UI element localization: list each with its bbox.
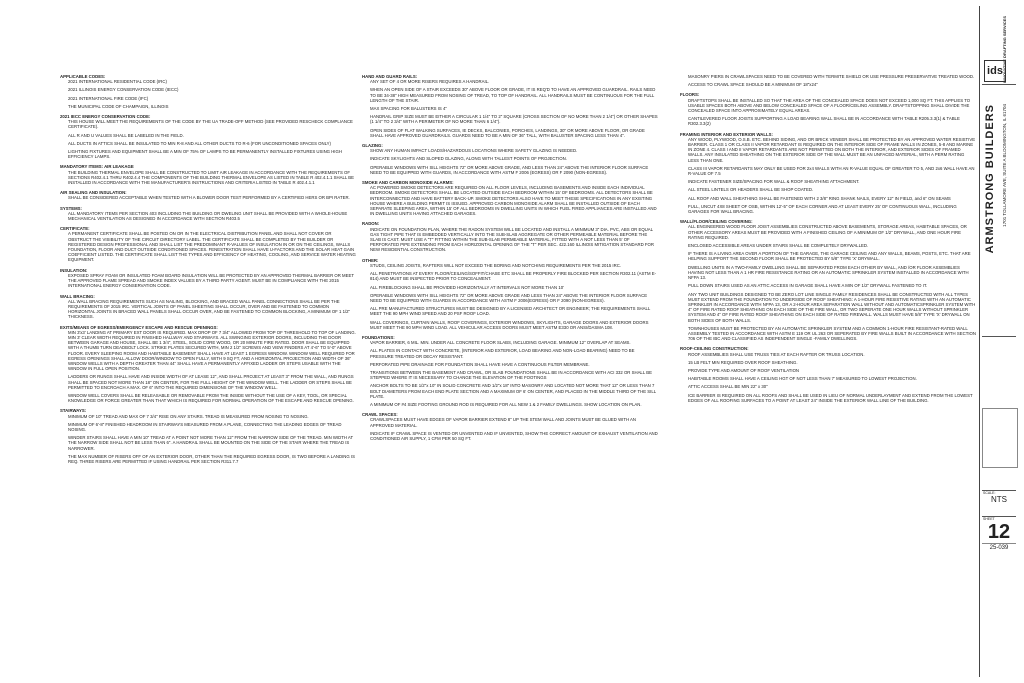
note-item: LADDERS OR RUNGS SHALL HAVE AND INSIDE WIDTH OF AT LEASE 12", AND SHALL PROJECT AT LEAST 3" FROM THE WALL, AND RUNGS SHALL BE SPACED NOT MORE THAN 18" ON CENTER, FOR THE FULL HEIGHT OF THE WINDOW WELL. THE LADDER OR STEPS SHALL BE PERMITTED TO ENCROACH A MAX. OF 6" INTO THE REQUIRED DIMENSIONS OF THE WINDOW WELL. xyxy=(68,374,354,390)
section-heading: AIR SEALING AND INSULATION: xyxy=(60,190,127,196)
note-item: HANDRAIL GRIP SIZE MUST BE EITHER A CIRCULAR 1 1/4" TO 2" SQUARE (CROSS SECTION OF NO MORE THAN 2 1/4") OR OTHER SHAPES (1 1/4" TO 2 3/4" WITH A PERIMETER OF NO MORE THAN 6 1/4"). xyxy=(370,114,658,125)
note-item: OPERABLE WINDOWS WITH SILL HEIGHTS 72" OR MORE ABOVE GRADE, AND LESS THAN 24" ABOVE THE INTERIOR FLOOR SURFACE NEED TO BE EQUIPPED WITH GUARDS, IN ACCORDANCE WITH ASTM F 2006 (EGRESS) OR F 2090 (NON-EGRESS). xyxy=(370,164,649,175)
note-item: THE MUNICIPAL CODE OF CHAMPAIGN, ILLINOIS xyxy=(68,103,169,109)
note-item: 2021 ILLINOIS ENERGY CONSERVATION CODE (IECC) xyxy=(68,87,179,93)
note-item: SHOW ANY HUMAN IMPACT LOADS/HAZARDOUS LOCATIONS WHERE SAFETY GLAZING IS NEEDED. xyxy=(370,148,578,154)
section-heading: SYSTEMS: xyxy=(60,205,82,211)
note-item: VAPOR BARRIER, 6 MIL. MIN. UNDER ALL CONCRETE FLOOR SLABS, INCLUDING GARAGE. MINIMUM 12" OVERLAP AT SEAMS. xyxy=(370,340,631,346)
notes-section xyxy=(680,346,976,403)
scale-box xyxy=(982,490,1016,504)
note-item: ALL MANDATORY ITEMS PER SECTION 403 INCLUDING THE BUILDING OR DWELING UNIT SHALL BE PROVIDED WITH A WHOLE-HOUSE MECHANICAL VENTILATION AS DESIGNED IN ACCORDANCE WITH SECTION R403.5 xyxy=(68,210,348,222)
note-item: 15 LB FELT MIN REQUIRED OVER ROOF SHEATHING. xyxy=(688,359,798,365)
section-heading: ROOF-CEILING CONSTRUCTION: xyxy=(680,346,749,352)
note-item: ALL PLATES IN CONTACT WITH CONCRETE, (INTERIOR AND EXTERIOR, LOAD BEARING AND NON-LOAD BEARING) NEED TO BE PRESSURE TREATED OR DECAY RESISTANT. xyxy=(370,348,635,359)
note-item: TOWNHOUSES MUST BE PROTECTED BY AN AUTOMATIC SPRINKLER SYSTEM AND A COMMON 1-HOUR FIRE RESISTANT-RATED WALL ASSEMBLY TESTED IN ACCORDANCE WITH ASTM E 119 OR UL 263 OR SEPERATED BY FIRE WALLS BUILT IN ACCORDANCE WITH SECTION 706 OF THE IBC AND CLASSIFIED AS INDEPENDENT SINGLE -FAMILY DWELLINGS. xyxy=(688,325,976,342)
section-heading: WALL BRACING: xyxy=(60,293,95,299)
note-item: FULL, UNCUT 4X8 SHEET OF OSB, WITHIN 12'-5" OF EACH CORNER AND AT LEAST EVERY 25' OF CONTINUOUS WALL, INCLUDING GARAGES FOR WALL BRACING. xyxy=(688,203,957,215)
note-item: STUDS, CEILING JOISTS, RAFTERS WILL NOT EXCEED THE BORING AND NOTCHING REQUIREMENTS PER THE 2015 IRC. xyxy=(370,262,622,268)
drawing-sheet xyxy=(40,6,1018,677)
note-item: A MINIMUM OF #4 SIZE FOOTING GROUND ROD IS REQUIRED FOR ALL NEW 1 & 2 FAMILY DWELLINGS. SHOW LOCATION ON PLAN. xyxy=(370,401,642,407)
notes-section xyxy=(362,74,658,138)
note-item: WHEN AN OPEN SIDE OF A STAIR EXCEEDS 30" ABOVE FLOOR OR GRADE, IT IS REQ'D TO HAVE AN APPROVED GUARDRAIL. RAILS NEED TO BE 34-38" HIGH MEASURED FROM NOSING OF TREAD, TO TOP OF HANDRAIL. ALL HANDRAILS MUST BE CONTINUOUS FOR THE FULL LENGTH OF THE STAIR. xyxy=(370,87,656,103)
notes-section xyxy=(680,74,976,87)
note-item: ALL ROOF AND WALL SHEATHING SHALL BE FASTENED WITH 2 3/8" RING SHANK NAILS, EVERY 12" IN FIELD, and 6" ON SEAMS xyxy=(688,195,951,201)
note-item: WINDER STAIRS SHALL HAVE A MIN 10" TREAD AT A POINT NOT MORE THAN 12" FROM THE NARROW SIDE OF THE TREAD. MIN WIDTH AT THE NARROW SIDE SHALL NOT BE LESS THAN 6". A HANDRAIL SHALL BE MOUNTED ON THE SIDE OF THE STAIR WHERE THE TREAD IS NARROWER. xyxy=(68,435,354,451)
section-heading: APPLICABLE CODES: xyxy=(60,74,106,79)
notes-section xyxy=(362,412,658,441)
note-item: ATTIC ACCESS SHALL BE MIN 22" x 30" xyxy=(688,384,768,390)
notes-section xyxy=(680,92,976,126)
note-item: AC POWERED SMOKE DETECTORS ARE REQUIRED ON ALL FLOOR LEVELS, INCLUDING BASEMENTS AND INSIDE EACH INDIVIDUAL BEDROOM. SMOKE DETECTORS SHALL BE LOCATED OUTSIDE EACH BEDROOM WITHIN 15' OF BEDROOMS. ALL DETECTORS SHALL BE INTERCONNECTED AND HAVE BATTERY BACK-UP. SMOKE DETECTORS ALSO HAVE TO MEET THESE SPECIFICATIONS IN ANY EXISTING HOUSE WHERE A BUILDING PERMIT IS ISSUED. APPROVED CARBON MONOXIDE ALARM SHALL BE INSTALLED OUTSIDE OF EACH SEPARATE SLEEPING AREA, WITHIN 15' OF ALL BEDROOMS IN DWELLING UNITS IN WHICH FUEL FIRED APPLIANCES ARE INSTALLED AND IN DWELLING UNITS HAVING ATTACHED GARAGES. xyxy=(370,185,657,217)
section-heading: RADON: xyxy=(362,221,380,227)
note-item: THE MAX NUMBER OF RISERS OFF OF AN EXTERIOR DOOR, OTHER THAN THE REQUIRED EGRESS DOOR, IS TWO BEFORE A LANDING IS REQ. THREE RISERS ARE PERMITTED IF USING HANDRAIL PER SECTION R311.7.7 xyxy=(68,453,355,464)
notes-section xyxy=(362,143,658,175)
note-item: ALL PENETRATIONS AT EVERY FLOOR/CEILING/SOFFIT/CHASE ETC SHALL BE PROPERLY FIRE BLOCKED PER SECTION R302.11 (ASTM E-814) AND MUST BE INSPECTED PRIOR TO CONCEALMENT. xyxy=(370,271,657,282)
note-item: CLASS III VAPOR RETARDANTS MAY ONLY BE USED FOR 2x4 WALLS WITH AN R-VALUE EQUAL OF GREATER TO 5, AND 2x6 WALL HAVE AN R-VALUE OF 7.5 xyxy=(688,165,975,177)
section-heading: SMOKE AND CARBON MONOXIDE ALARMS: xyxy=(362,180,454,186)
section-heading: CRAWL SPACES: xyxy=(362,412,398,418)
note-item: ALL R AND U VALUES SHALL BE LABELED IN THE FIELD. xyxy=(68,132,184,138)
note-item: ALL DUCTS IN ATTICS SHALL BE INSULATED TO MIN R-8 AND ALL OTHER DUCTS TO R-6 (FOR UNCONDITIONED SPACES ONLY) xyxy=(68,140,331,146)
scale-label: SCALE: xyxy=(983,491,996,495)
notes-column-2 xyxy=(362,74,658,446)
notes-section xyxy=(60,408,356,464)
title-block xyxy=(979,6,1018,677)
note-item: HABITABLE ROOMS SHALL HAVE A CEILING HGT OF NOT LESS THAN 7' MEASURED TO LOWEST PROJECTION. xyxy=(688,376,917,382)
note-item: ALL PRE MANUFACTURED STRUCTURES MUST BE DESIGNED BY A LICENSED ARCHITECT OR ENGINEER; THE REQUIREMENTS SHALL MEET THE 90 MPH WIND SPEED AND 20 PSF ROOF LOAD. xyxy=(370,306,651,317)
sheet-number: 12 xyxy=(987,521,1011,543)
note-item: DRAFTSTOPS SHALL BE INSTALLED SO THAT THE AREA OF THE CONCEALED SPACE DOES NOT EXCEED 1,000 SQ FT. THIS APPLIES TO USABLE SPACES BOTH ABOVE AND BELOW CONCEALED SPACE OF A FLOOR/CEILING ASSEMBLY. DRAFTSTOPPING SHALL DIVIDE THE CONCEALED SPACE INTO APPROXIMATELY EQUAL AREAS. xyxy=(688,97,971,114)
note-item: SHALL BE CONSIDERED ACCEPTABLE WHEN TESTED WITH A BLOWER DOOR TEST PERFORMED BY A CERTIFIED HERS OR BPI RATER. xyxy=(68,195,350,201)
section-heading: GLAZING: xyxy=(362,143,383,149)
notes-section xyxy=(60,226,356,262)
firm-address: 1701 TOLLAMORE AVE, SUITE A BLOOMINGTON, IL 61704 xyxy=(1002,104,1007,227)
note-item: ALL WALL BRACING REQUIREMENTS SUCH AS NAILING, BLOCKING, AND BRACED WALL PANEL CONNECTIONS SHALL BE PER THE REQUIREMENTS OF 2015 IRC. VERTICAL JOINTS OF PANEL SHEETING SHALL OCCUR, OVER AND BE FASTENED TO COMMON HORIZONTAL JOINTS IN BRACED WALL PANELS SHALL OCCUR OVER, AND BE FASTENED TO COMMON BLOCKING, A MINIMUM OF 1 1/2" THICKNESS. xyxy=(68,298,351,320)
logo-mark: ids xyxy=(984,60,1006,82)
company-logo xyxy=(982,12,1016,85)
note-item: OPERABLE WINDOWS WITH SILL HEIGHTS 72" OR MORE ABOVE GRADE AND LESS THAN 24" ABOVE THE INTERIOR FLOOR SURFACE NEED TO BE EQUIPPED WITH GUARDS IN ACCORDANCE WITH ASTM F 2006(EGRESS) OR F 2090 (NON-EGRESS). xyxy=(370,292,648,303)
notes-section xyxy=(60,114,356,159)
note-item: THIS HOUSE WILL MEET THE REQUIREMENTS OF THE CODE BY THE UA TRADE-OFF METHOD (SEE PROVIDED RESCHECK COMPLIANCE CERTIFICATE). xyxy=(68,119,353,130)
note-item: ANY TWO UNIT BUILDINGS DESIGNED TO BE ZERO LOT LINE SINGLE FAMILY RESIDENCES SHALL BE CONSTRUCTED WITH ALL TYPES MUST EXTEND FROM THE FOUNDATION TO UNDERSIDE OF ROOF SHEATHING: A 1-HOUR FIRE RESISTIVE RATING WITH AN AUTOMATIC SPRINKLER IN ACCORDANCE WITH NFPA 13, OR A 2-HOUR AREA SEPARATION WALL WITHOUT AND AUTOMATICSPRINKLER SYSTEM WITH 4" OF FIRE RATED ROOF SHEATHING ON EACH SIDE OF THE FIRE WALL, OR TWO SEPERATE ONE HOUR WALLS WITHOUT SPRINKLER SYSTEM AND 4" OF FIRE RATED ROOF SHEATHING ON EACH SIDE OF RATED FIREWALL. WALLS MUST HAVE 5/8" TYPE 'X' DRYWALL ON BOTH SIDES OF BOTH WALLS. xyxy=(688,291,976,323)
section-heading: MANDATORY ITEMS: AIR LEAKAGE xyxy=(60,164,134,170)
firm-name: ARMSTRONG BUILDERS xyxy=(984,104,996,254)
note-item: IF THERE IS A LIVING AREA OVER A PORTION OF THE GARAGE, THE GARAGE CEILING AND ANY WALLS, BEAMS, POSTS, ETC. THAT ARE HELPING SUPPORT THE SECOND FLOOR SHALL BE PROTECTED BY 5/8" TYPE 'X' DRYWALL. xyxy=(688,251,971,262)
notes-section xyxy=(60,74,356,109)
sheet-number-box xyxy=(982,516,1016,551)
note-item: WINDOW WELL COVERS SHALL BE RELEASABLE OR REMOVABLE FROM THE INSIDE WITHOUT THE USE OF A KEY, TOOL, OR SPECIAL KNOWLEDGE OR FORCE GREATER THAN THAT WHICH IS REQUIRED FOR NORMAL OPERATION OF THE ESCAPE AND RESCUE OPENING. xyxy=(68,392,354,404)
note-item: DWELLING UNITS IN A TWO-FAMILY DWELLING SHALL BE SEPARATED FROM EACH OTHER BY WALL, AND /OR FLOOR ASSEMBLIES HAVING NOT LESS THAN A 1 HR FIRE RESISTANCE RATING OR AN AUTOMATIC SPRINKLER SYSTEM INSTALLED IN ACCORDANCE WITH NFPA 13. xyxy=(688,264,969,281)
revision-table xyxy=(982,408,1018,468)
note-item: MAX SPACING FOR BALUSTERS IS 4" xyxy=(370,106,447,112)
note-item: LIGHTING FIXTURES AND EQUIPMENT SHALL BE A MIN OF 75% OF LAMPS TO BE PERMANENTLY INSTALLED FIXTURES USING HIGH EFFICIENCY LAMPS. xyxy=(68,149,342,160)
section-heading: FRAMING INTERIOR AND EXTERIOR WALLS: xyxy=(680,131,773,137)
sheet-label: SHEET xyxy=(983,517,995,521)
section-heading: OTHER: xyxy=(362,257,379,263)
note-item: ANY SET OF 4 OR MORE RISERS REQUIRES A HANDRAIL. xyxy=(370,79,490,85)
note-item: INDICATE SKYLIGHTS AND SLOPED GLAZING, ALONG WITH TALLEST POINTS OF PROJECTION. xyxy=(370,156,567,162)
note-item: MINIMUM OF 10" TREAD AND MAX OF 7 3/4" RISE ON ANY STAIRS. TREAD IS MEASURED FROM NOSING TO NOSING. xyxy=(68,413,309,419)
note-item: ROOF ASSEMBLIES SHALL USE TRUSS TIES AT EACH RAFTER OR TRUSS LOCATION. xyxy=(688,351,865,357)
note-item: INDICATE IF CRAWL SPACE IS VENTED OR UNVENTED AND IF UNVENTED, SHOW THE CORRECT AMOUNT OF EXHAUST VENTILATION AND CONDITIONED AIR SUPPLY, 1 CFM PER 50 SQ FT. xyxy=(370,430,658,441)
note-item: MASONRY PIERS IN CRAWLSPACES NEED TO BE COVERED WITH TERMITE SHIELD OR USE PRESSURE PRESERVATIVE TREATED WOOD. xyxy=(688,74,975,79)
notes-section xyxy=(362,335,658,407)
note-item: ALL FIREBLOCKING SHALL BE PROVIDED HORIZONTALLY AT INTERVALS NOT MORE THAN 10' xyxy=(370,284,564,290)
note-item: PERFORATED PIPE DRAINAGE FOR FOUNDATION SHALL HAVE HAVE A CONTINUOUS FILTER MEMBRANE. xyxy=(370,361,590,367)
notes-section xyxy=(60,268,356,289)
note-item: CANTILEVERED FLOOR JOISTS SUPPORTING A LOAD BEARING WALL SHALL BE IN ACCORDANCE WITH TABLE R205.3.3(1) & TABLE R302.3.3(2) xyxy=(688,116,960,127)
note-item: ANCHOR BOLTS TO BE 1/2"x 10" IN SOLID CONCRETE AND 1/2"x 18" INTO MASONRY AND LOCATED NOT MORE THAT 12" OR LESS THAN 7 BOLT DIAMETERS FROM EACH END PLATE SECTION AND A MAXIMUM OF 6' ON CENTER, AND PLACED IN THE MIDDLE THIRD OF THE SILL PLATE. xyxy=(370,383,656,399)
section-heading: FOUNDATIONS: xyxy=(362,334,395,340)
note-item: INDICATE ON FOUNDATION PLAN, WHERE THE RADON SYSTEM WILL BE LOCATED AND INSTALL A MINIMUM 3" DIA. PVC, ABS OR EQUAL GAS TIGHT PIPE THAT IS EMBEDDED VERTICALLY INTO THE SUB-SLAB AGGREGATE OR OTHER PERMEABLE MATERIAL BEFORE THE SLAB IS CAST. MUST USE A "T" FITTING WITHIN THE SUB-SLAB PERMEABLE MATERIAL, FITTED WITH A NOT LESS THAN 5' OF PERFORATED PIPE EXTENDING FROM EACH HORIZONTAL OPENING OF THE "T" PER SEC. 422.160 ILLINOIS MITIGATION STANDARD FOR NEW RESIDENTIAL CONSTRUCTION. xyxy=(370,226,654,253)
section-heading: HAND AND GUARD RAILS: xyxy=(362,74,418,79)
note-item: 2021 INTERNATIONAL RESIDENTIAL CODE (IRC) xyxy=(68,79,167,85)
note-item: ALL STEEL LINTELS OR HEADERS SHALL BE SHOP COATED. xyxy=(688,187,814,193)
note-item: ACCESS TO CRAWL SPACE SHOULD BE A MINIMUM OF 18"x24" xyxy=(688,82,818,88)
logo-text: INNOVATIVE DRAFTING SERVICES xyxy=(1002,16,1007,83)
note-item: PULL DOWN STAIRS USED AS AN ATTIC ACCESS IN GARAGE SHALL HAVE A MIN OF 1/2" DRYWALL FASTENED TO IT. xyxy=(688,283,928,289)
notes-column-1 xyxy=(60,74,356,469)
note-item: THE BUILDING THERMAL ENVELOPE SHALL BE CONSTRUCTED TO LIMIT AIR LEAKAGE IN ACCORDANCE WITH THE REQUIREMENTS OF SECTIONS R402.4.1 THRU R402.4.4 THE COMPONENTS OF THE BUILDING THERMAL ENVELOPE AS LISTED IN TABLE R 402.4.1.1 SHALL BE INSTALLED IN ACCORDANCE WITH THE MANUFACTURER'S INSTRUCTIONS AND CRITERIA LISTED IN TABLE R 402.4.1.1 xyxy=(68,169,354,186)
section-heading: INSULATION: xyxy=(60,267,88,273)
section-heading: 2021 IECC ENERGY CONSERVATION CODE: xyxy=(60,114,151,120)
note-item: PROVIDE TYPE AND AMOUNT OF ROOF VENTILATION xyxy=(688,367,800,373)
scale-value: NTS xyxy=(991,495,1007,504)
note-item: ENCLOSED ACCESSIBLE AREAS UNDER STAIRS SHALL BE COMPLETELY DRYWALLED. xyxy=(688,243,869,249)
note-item: INDICATE FASTENER SIZE/SPACING FOR WALL & ROOF SHEATHING ATTACHMENT. xyxy=(688,179,860,185)
section-heading: FLOORS: xyxy=(680,92,700,98)
notes-section xyxy=(60,325,356,404)
note-item: ALL ENGINEERED WOOD FLOOR JOIST ASSEMBLIES CONSTRUCTED ABOVE BASEMENTS, STORAGE AREAS, HABITABLE SPACES, OR OTHER ACCESSORY AREAS MUST BE PROVIDED WITH A FINISHED CEILING OF A MINIMUM OF 1/2" DRYWALL, AND ONE HOUR FIRE RATING REQUIRED. xyxy=(688,224,967,240)
note-item: MIN 3'x3' LANDING AT PRIMARY EXT DOOR IS REQUIRED. MAX DROP OF 7 3/4" ALLOWED FROM TOP OF THRESHOLD TO TOP OF LANDING. MIN 3' CLEAR WIDTH REQUIRED IN FINISHED HALLWAY AND STAIRWAYS. ALL SWINGING EXTERIOR DOORS, INCLUDING THE DOOR BETWEEN GARAGE AND HOUSE, SHALL BE 1 3/4", STEEL, SOLID CORE WOOD, OR 20 MINUTE FIRE RATED. DOOR SHALL BE EQUIPPED WITH A THUMB TURN DEADBOLT LOCK. STRIKE PLATES SECURED WITH, MIN 2 1/2" SCREWS AND VIEW FINDERS AT 4'-6" TO 5'-0" ABOVE FLOOR. EVERY SLEEPING ROOM AND HABITABLE BASEMENT SHALL HAVE AT LEAST 1 EGRESS WINDOW. WINDOW WELL REQUIRED FOR EGRESS OPENINGS SHALL ALLOW DOOR/WINDOW TO OPEN FULLY, WITH 9 SQ FT, AND A HORIZONTAL PROJECTION AND WIDTH OF 36" WINDOW WELLS WITH A DEPTH GREATER THAN 44" SHALL HAVE A PERMANENTLY AFFIXED LADDER OR STEPS USABLE WITH THE WINDOW IN FULL OPEN POSITION. xyxy=(68,329,356,372)
note-item: CRAWLSPACES MUST HAVE EDGES OF VAPOR BARRIER EXTEND 8" UP THE STEM WALL AND JOINTS MUST BE GLUED WITH AN APPROVED MATERIAL. xyxy=(370,417,636,428)
section-heading: WALL/FLOOR/CEILING COVERING: xyxy=(680,219,753,225)
project-number: 25-039 xyxy=(982,543,1016,551)
section-heading: CERTIFICATE: xyxy=(60,226,90,232)
note-item: 2021 INTERNATIONAL FIRE CODE (IFC) xyxy=(68,95,149,101)
note-item: MINIMUM OF 6'-8" FINISHED HEADROOM IN STAIRWAYS MEASURED FROM A PLANE, CONNECTING THE LEADING EDGES OF TREAD NOSING. xyxy=(68,421,342,432)
notes-column-3 xyxy=(680,74,976,408)
note-item: WALL COVERINGS, CURTAIN WALLS, ROOF COVERINGS, EXTERIOR WINDOWS, SKYLIGHTS, GARAGE DOORS AND EXTERIOR DOORS MUST MEET THE 90 MPH WIND LOAD. ALL VEHICULAR ACCESS DOORS MUST MEET ASTM E330 OR ANSI/DASMA 108. xyxy=(370,319,649,330)
project-info xyxy=(982,336,1016,392)
notes-section xyxy=(362,221,658,252)
notes-section xyxy=(362,258,658,330)
section-heading: EXITS/MEANS OF EGRESS/EMERGENCY ESCAPE AND RESCUE OPENINGS: xyxy=(60,324,218,330)
notes-section xyxy=(362,180,658,216)
note-item: ANY WOOD, PLYWOOD, O.S.B. ETC. BEHIND SIDING, AND OR BRICK VENEER SHALL BE PROTECTED BY AN APPROVED WATER RESISTIVE BARRIER. CLASS 1 OR CLASS II VAPOR RETARDANT IS REQUIRED ON THE INTERIOR SIDE OF FRAME WALLS IN ZONES, 5-8 AND MARINE IN ZONE 4. CLASS I AND II VAPOR RETARDANTS ARE NOT PERMITTED ON BOTH THE INTERIOR, AND EXTERIOR SIDES OF FRAMED WALLS. ANY INSULATED SHEATHING ON THE EXTERIOR SIDE OF THE WALL MUST BE AN UNFACED MATERIAL, WITH A PERM RATING LESS THAN ONE. xyxy=(688,136,976,163)
section-heading: STAIRWAYS: xyxy=(60,408,87,414)
note-item: TRANSITIONS BETWEEN THE BASEMENT AND CRAWL, OR SLAB FOUNDATIONS SHALL BE IN ACCORDANCE WITH ACI 332 OR SHALL BE STEPPED WHERE IT IS NECESSARY TO CHANGE THE ELEVATION OF THE FOOTINGS xyxy=(370,369,652,381)
note-item: A PERMANENT CERTIFICATE SHALL BE POSTED ON OR IN THE ELECTRICAL DISTRIBUTION PANEL AND SHALL NOT COVER OR OBSTRUCT THE VISIBILITY OF THE CIRCUIT DIRECTORY LABEL. THE CERTIFICATE SHALL BE COMPLETED BY THE BUILDER OR REGISTERED DESIGN PROFESSIONAL AND SHALL LIST THE PREDOMINANT R-VALUES OF INSULATION IN OR ON THE CEILINGS, WALLS FOUNDATION, FLOOR AND DUCT OUTSIDE CONDITIONED SPACES. FENESTRATION SHALL HAVE U-FACTORS AND THE SOLAR HEAT GAIN COEFFICIENT LISTED. THE CERTIFICATE SHALL LIST THE TYPES AND EFFICIENCY OF HEATING, COOLING, AND SERVICE WATER HEATING EQUIPMENT. xyxy=(68,231,356,263)
notes-section xyxy=(60,190,356,200)
notes-section xyxy=(60,294,356,320)
notes-section xyxy=(60,164,356,185)
note-item: EXPOSED SPRAY FOAM OR INSULATED FOAM BOARD INSULATION WILL BE PROTECTED BY AN APPROVED THERMAL BARRIER OR MEET THE APPROVED FLAME SPREAD AND SMOKE INDEX VALUES BY A THIRD PARTY AGENT. MUST BE IN COMPLIANCE WITH THE 2015 INTERNATIONAL ENERGY CONSERVATION CODE. xyxy=(68,272,354,289)
notes-section xyxy=(60,206,356,222)
notes-section xyxy=(680,132,976,215)
note-item: OPEN SIDES OF FLAT WALKING SURFACES, IE DECKS, BALCONIES, PORCHES, LANDINGS, 30" OR MORE ABOVE FLOOR, OR GRADE SHALL HAVE APPROVED GUARDRAILS. GUARDS NEED TO BE A MIN OF 36" TALL, WITH BALUSTER SPACING LESS THAN 4". xyxy=(370,127,645,138)
notes-section xyxy=(680,219,976,341)
general-notes xyxy=(60,74,982,664)
note-item: ICE BARRIER IS REQUIRED ON ALL ROOFS AND SHALL BE USED IN LIEU OF NORMAL UNDERLAYMENT AND EXTEND FROM THE LOWEST EDGES OF ALL ROOFING SURFACES TO A POINT AT LEAST 24" INSIDE THE EXTERIOR WALL LINE OF THE BUILDING. xyxy=(688,392,973,403)
